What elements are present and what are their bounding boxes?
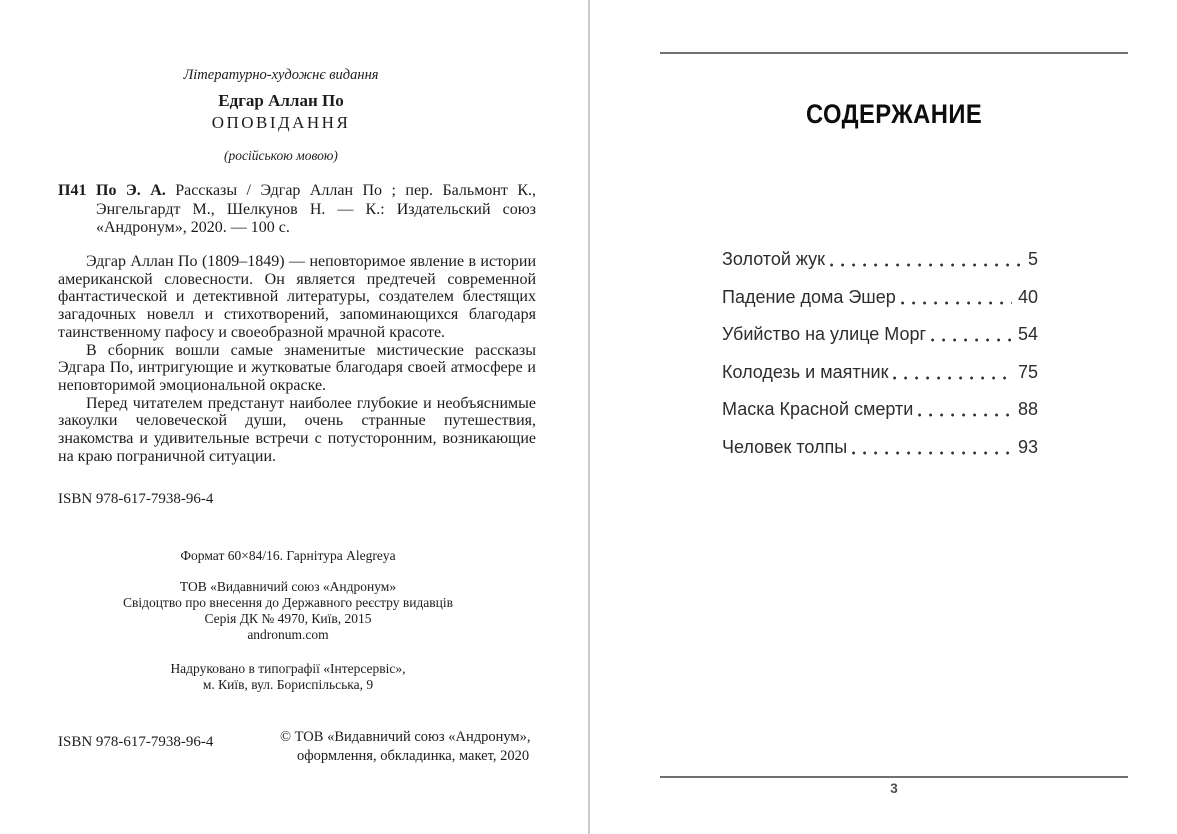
publisher-line: Серія ДК № 4970, Київ, 2015: [204, 611, 372, 626]
dot-leader: [918, 413, 1012, 417]
toc-entry-title: Золотой жук: [722, 249, 826, 269]
toc-entry-title: Человек толпы: [722, 436, 848, 457]
catalog-description: Рассказы / Эдгар Аллан По ; пер. Бальмонт К., Энгельгардт М., Шелкунов Н. — К.: Издательский союз «Андронум», 2020. — 100 с.: [96, 182, 537, 236]
toc-entry[interactable]: [722, 400, 1038, 420]
toc-entry[interactable]: [722, 325, 1038, 345]
footer-rule: [660, 776, 1128, 778]
publisher-line: andronum.com: [247, 627, 329, 642]
publisher-block: [58, 579, 518, 643]
annotation: [58, 253, 536, 465]
printer-line: Надруковано в типографії «Інтерсервіс»,: [170, 661, 406, 676]
catalog-code: П41: [58, 182, 87, 199]
toc-entry[interactable]: [722, 250, 1038, 270]
toc-entry-page: 5: [1027, 249, 1038, 269]
header-rule: [660, 52, 1128, 54]
toc-entry-title: Падение дома Эшер: [722, 286, 896, 307]
toc-entry-title: Убийство на улице Морг: [722, 324, 927, 344]
format-line: Формат 60×84/16. Гарнітура Alegreya: [180, 548, 396, 563]
publisher-line: ТОВ «Видавничий союз «Андронум»: [179, 579, 397, 594]
dot-leader: [830, 263, 1022, 267]
toc-entry[interactable]: [722, 288, 1038, 308]
toc-entry[interactable]: [722, 363, 1038, 383]
dot-leader: [931, 338, 1012, 342]
publisher-line: Свідоцтво про внесення до Державного реєстру видавців: [122, 595, 454, 610]
book-title: ОПОВІДАННЯ: [211, 113, 351, 132]
dot-leader: [852, 451, 1012, 455]
catalog-author: По Э. А.: [96, 182, 166, 199]
toc-entry-title: Маска Красной смерти: [722, 399, 914, 419]
title-block: [58, 66, 504, 164]
toc-entry-title: Колодезь и маятник: [722, 361, 889, 382]
dot-leader: [901, 301, 1012, 305]
toc-entry[interactable]: [722, 438, 1038, 458]
toc-entry-page: 88: [1017, 399, 1038, 419]
printer-line: м. Київ, вул. Бориспільська, 9: [202, 677, 374, 692]
book-author: Едгар Аллан По: [218, 91, 344, 110]
page-number: 3: [890, 781, 898, 796]
language-note: (російською мовою): [224, 148, 338, 163]
toc-entry-page: 54: [1017, 324, 1038, 344]
footer-isbn: ISBN 978-617-7938-96-4: [58, 734, 214, 750]
annotation-paragraph: Эдгар Аллан По (1809–1849) — неповторимое явление в истории американской словесности. Он является предтечей современной фантастической и детективной литературы, создателем блестящих загадочных новелл и стихотворений, запоминающихся благодаря таинственному пафосу и своеобразной мрачной красоте.: [58, 253, 536, 341]
annotation-paragraph: В сборник вошли самые знаменитые мистические рассказы Эдгара По, интригующие и жутковатые благодаря своей атмосфере и неповторимой эмоциональной окраске.: [58, 341, 536, 394]
toc-heading-text: СОДЕРЖАНИЕ: [805, 99, 983, 129]
dot-leader: [893, 376, 1011, 380]
page-divider: [588, 0, 590, 834]
colophon: [58, 548, 518, 693]
annotation-paragraph: Перед читателем предстанут наиболее глубокие и необъяснимые закоулки человеческой души, очень странные путешествия, знакомства и удивительные встречи с потусторонним, возникающие на краю пограничной ситуации.: [58, 394, 536, 465]
toc-heading: [660, 99, 1128, 130]
toc-entry-page: 75: [1017, 361, 1038, 382]
edition-note: Літературно-художнє видання: [183, 67, 379, 83]
printer-block: [58, 661, 518, 693]
copyright-line: © ТОВ «Видавничий союз «Андронум»,: [280, 729, 531, 745]
copyright-block: [280, 728, 530, 765]
toc-list: [722, 250, 1038, 475]
isbn: ISBN 978-617-7938-96-4: [58, 491, 214, 507]
toc-entry-page: 40: [1017, 286, 1038, 307]
catalog-card: [58, 182, 536, 238]
copyright-line: оформлення, обкладинка, макет, 2020: [297, 747, 530, 764]
toc-entry-page: 93: [1017, 436, 1038, 457]
